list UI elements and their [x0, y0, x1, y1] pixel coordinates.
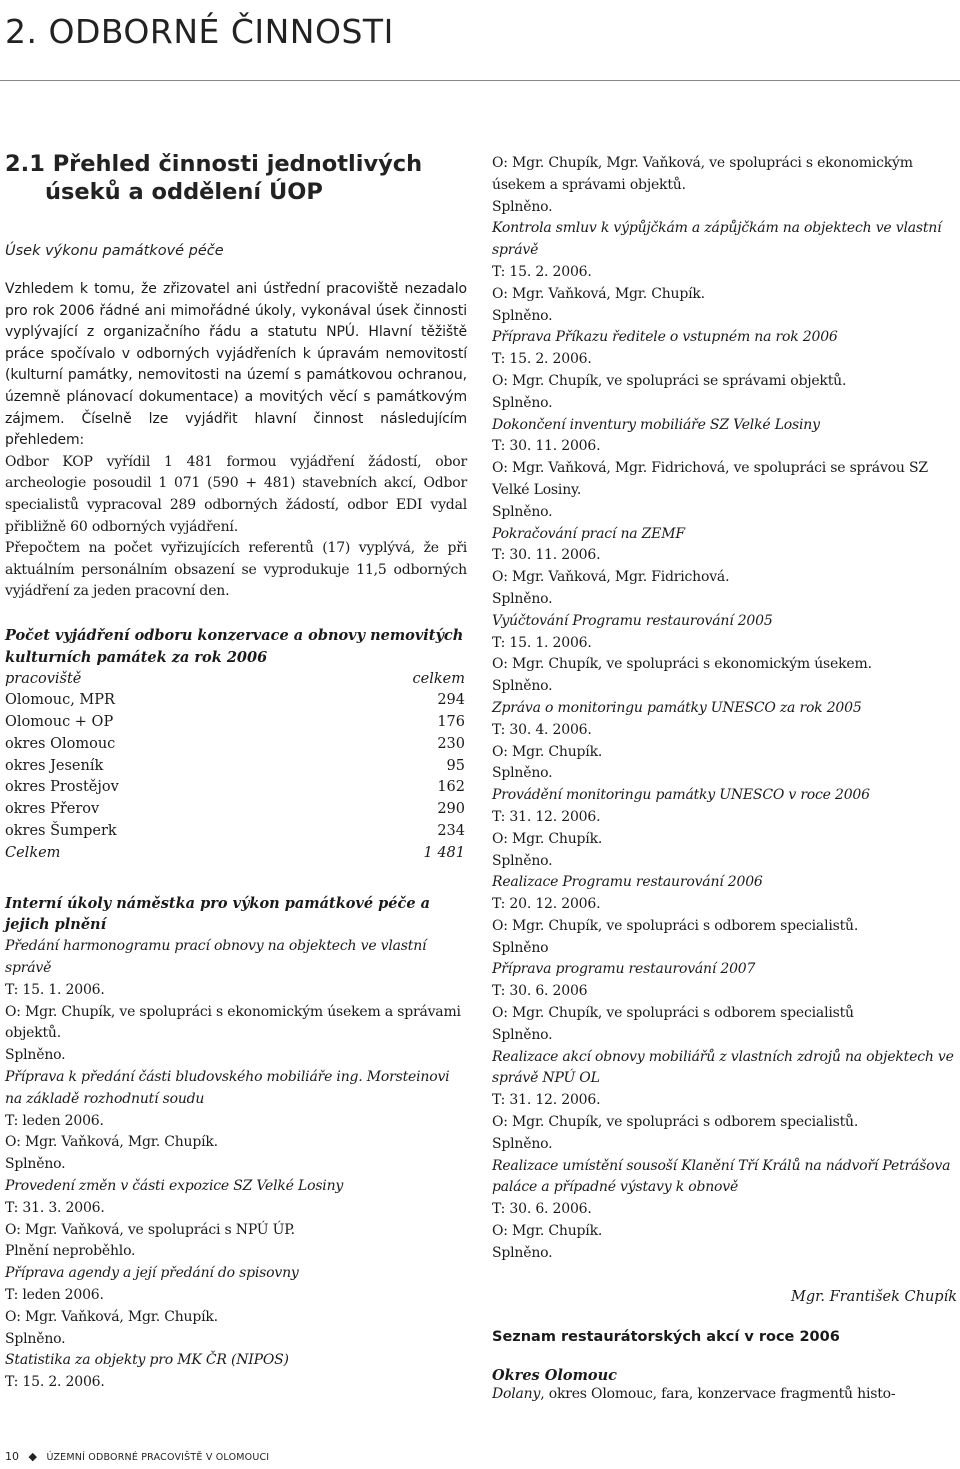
task-title: Pokračování prací na ZEMF	[492, 525, 685, 542]
task-detail: Splněno.	[492, 1026, 553, 1043]
task-detail: T: 31. 3. 2006.	[5, 1199, 105, 1216]
table-cell-name: Olomouc + OP	[5, 714, 114, 731]
table-body	[5, 690, 467, 843]
right-column	[492, 153, 957, 1405]
task-detail: Splněno	[492, 939, 549, 956]
table-total-label: Celkem	[5, 844, 61, 861]
section-title	[5, 150, 467, 206]
task-detail: Splněno.	[492, 590, 553, 607]
task-detail: Splněno.	[492, 307, 553, 324]
task-detail: O: Mgr. Chupík, ve spolupráci s ekonomickým úsekem a správami objektů.	[5, 1003, 461, 1042]
task-title: Příprava k předání části bludovského mobiliáře ing. Morsteinovi na základě rozhodnutí soudu	[5, 1069, 450, 1107]
intro-serif-text-2: Přepočtem na počet vyřizujících referentů (17) vyplývá, že při aktuálním personálním obsazení se vyprodukuje 11,5 odborných vyjádření za jeden pracovní den.	[5, 540, 467, 600]
task-detail: O: Mgr. Chupík.	[492, 1223, 603, 1240]
task-detail: T: 30. 11. 2006.	[492, 438, 601, 455]
chapter-header	[0, 0, 960, 81]
table-row	[5, 712, 465, 734]
task-detail: T: 30. 4. 2006.	[492, 721, 592, 738]
task-detail: Splněno.	[492, 765, 553, 782]
intro-serif-text: Odbor KOP vyřídil 1 481 formou vyjádření žádostí, obor archeologie posoudil 1 071 (590 + 481) stavebních akcí, Odbor specialistů vypracoval 289 odborných žádostí, odbor EDI vydal přibližně 60 odborných vyjádření.	[5, 453, 467, 535]
tasks-left-list	[5, 936, 467, 1394]
section-title-line1: 2.1 Přehled činnosti jednotlivých	[5, 151, 423, 177]
task-detail: O: Mgr. Vaňková, Mgr. Chupík.	[492, 285, 705, 302]
task-detail: Plnění neproběhlo.	[5, 1243, 136, 1260]
task-detail: T: 15. 1. 2006.	[492, 634, 592, 651]
left-column	[5, 150, 467, 1394]
table-row	[5, 734, 465, 756]
chapter-title: 2. ODBORNÉ ČINNOSTI	[5, 12, 394, 51]
register-subtitle: Okres Olomouc	[492, 1366, 617, 1384]
section-subtitle: Úsek výkonu památkové péče	[5, 243, 224, 259]
table-row	[5, 777, 465, 799]
task-detail: T: leden 2006.	[5, 1287, 104, 1304]
task-title: Realizace Programu restaurování 2006	[492, 874, 763, 891]
table-cell-value: 290	[437, 801, 465, 818]
task-title: Předání harmonogramu prací obnovy na objektech ve vlastní správě	[5, 938, 427, 977]
task-detail: T: 15. 2. 2006.	[492, 351, 592, 368]
signature: Mgr. František Chupík	[790, 1288, 957, 1305]
table-cell-value: 176	[437, 714, 465, 731]
table-row	[5, 756, 465, 778]
task-detail: O: Mgr. Chupík, ve spolupráci s odborem specialistů.	[492, 1114, 859, 1131]
task-detail: O: Mgr. Chupík, ve spolupráci s odborem specialistů.	[492, 917, 859, 934]
task-detail: O: Mgr. Vaňková, Mgr. Chupík.	[5, 1134, 218, 1151]
task-detail: O: Mgr. Vaňková, Mgr. Chupík.	[5, 1308, 218, 1325]
task-detail: O: Mgr. Chupík, ve spolupráci se správami objektů.	[492, 372, 847, 389]
task-detail: T: 15. 1. 2006.	[5, 981, 105, 998]
task-detail: Splněno.	[5, 1156, 66, 1173]
task-detail: T: 30. 6. 2006	[492, 983, 588, 1000]
task-title: Zpráva o monitoringu památky UNESCO za rok 2005	[492, 699, 862, 716]
task-detail: Splněno.	[492, 852, 553, 869]
task-detail: T: 31. 12. 2006.	[492, 1092, 601, 1109]
task-detail: Splněno.	[492, 394, 553, 411]
table-row	[5, 799, 465, 821]
task-title: Vyúčtování Programu restaurování 2005	[492, 612, 773, 629]
task-detail: Splněno.	[492, 1135, 553, 1152]
page-footer	[5, 1450, 269, 1463]
task-title: Dokončení inventury mobiliáře SZ Velké Losiny	[492, 416, 820, 433]
tasks-right-list	[492, 153, 957, 1265]
task-detail: T: 30. 6. 2006.	[492, 1201, 592, 1218]
table-cell-name: okres Olomouc	[5, 735, 116, 752]
table-cell-value: 162	[437, 779, 465, 796]
register-item-text: , okres Olomouc, fara, konzervace fragmentů histo-	[540, 1385, 896, 1402]
task-detail: Splněno.	[5, 1330, 66, 1347]
task-title: Příprava agendy a její předání do spisovny	[5, 1265, 299, 1282]
table-total-row	[5, 843, 465, 865]
task-title: Provádění monitoringu památky UNESCO v roce 2006	[492, 787, 870, 804]
task-detail: Splněno.	[492, 1244, 553, 1261]
register-title: Seznam restaurátorských akcí v roce 2006	[492, 1328, 840, 1345]
task-detail: Splněno.	[5, 1047, 66, 1064]
table-cell-value: 234	[437, 823, 465, 840]
task-detail: O: Mgr. Vaňková, Mgr. Fidrichová.	[492, 569, 730, 586]
tasks-title: Interní úkoly náměstka pro výkon památkové péče a jejich plnění	[5, 894, 430, 934]
diamond-icon: ◆	[28, 1450, 37, 1463]
table-cell-value: 95	[446, 757, 465, 774]
register-item-place: Dolany	[492, 1385, 541, 1402]
table-cell-name: okres Prostějov	[5, 779, 119, 796]
task-detail: O: Mgr. Chupík, ve spolupráci s odborem specialistů	[492, 1005, 854, 1022]
task-title: Kontrola smluv k výpůjčkám a zápůjčkám na objektech ve vlastní správě	[492, 220, 942, 259]
table-col-left: pracoviště	[5, 670, 82, 687]
task-detail: O: Mgr. Chupík, ve spolupráci s ekonomickým úsekem.	[492, 656, 872, 673]
task-detail: O: Mgr. Vaňková, ve spolupráci s NPÚ ÚP.	[5, 1221, 295, 1238]
task-title: Příprava programu restaurování 2007	[492, 961, 756, 978]
task-detail: T: leden 2006.	[5, 1112, 104, 1129]
task-detail: T: 15. 2. 2006.	[5, 1374, 105, 1391]
table-row	[5, 690, 465, 712]
task-title: Provedení změn v části expozice SZ Velké Losiny	[5, 1178, 344, 1195]
table-cell-value: 294	[437, 692, 465, 709]
task-detail: O: Mgr. Vaňková, Mgr. Fidrichová, ve spolupráci se správou SZ Velké Losiny.	[492, 460, 928, 498]
section-title-line2: úseků a oddělení ÚOP	[45, 179, 323, 205]
task-detail: T: 30. 11. 2006.	[492, 547, 601, 564]
table-title: Počet vyjádření odboru konzervace a obnovy nemovitých kulturních památek za rok 2006	[5, 626, 464, 666]
task-detail: O: Mgr. Chupík, Mgr. Vaňková, ve spolupráci s ekonomickým úsekem a správami objektů.	[492, 155, 913, 193]
task-detail: T: 15. 2. 2006.	[492, 263, 592, 280]
task-detail: Splněno.	[492, 503, 553, 520]
footer-text: ÚZEMNÍ ODBORNÉ PRACOVIŠTĚ V OLOMOUCI	[46, 1452, 270, 1463]
register-first-item	[492, 1384, 957, 1406]
table-row	[5, 821, 465, 843]
task-detail: O: Mgr. Chupík.	[492, 830, 603, 847]
task-detail: T: 20. 12. 2006.	[492, 896, 601, 913]
table-cell-name: okres Přerov	[5, 801, 100, 818]
table-cell-value: 230	[437, 735, 465, 752]
table-cell-name: okres Jeseník	[5, 757, 104, 774]
task-title: Statistika za objekty pro MK ČR (NIPOS)	[5, 1352, 289, 1369]
task-title: Realizace akcí obnovy mobiliářů z vlastních zdrojů na objektech ve správě NPÚ OL	[492, 1048, 954, 1087]
task-detail: O: Mgr. Chupík.	[492, 743, 603, 760]
table-cell-name: Olomouc, MPR	[5, 692, 115, 709]
table-col-right: celkem	[412, 670, 465, 687]
task-title: Příprava Příkazu ředitele o vstupném na rok 2006	[492, 329, 838, 346]
intro-sans-text: Vzhledem k tomu, že zřizovatel ani ústřední pracoviště nezadalo pro rok 2006 řádné ani mimořádné úkoly, vykonával úsek činnosti vyplývající z organizačního řádu a statutu NPÚ. Hlavní těžiště práce spočívalo v odborných vyjádřeních k úpravám nemovitostí (kulturní památky, nemovitosti na území s památkovou ochranou, územně plánovací dokumentace) a movitých věcí s památkovým zájmem. Číselně lze vyjádřit hlavní činnost následujícím přehledem:	[5, 281, 467, 449]
page-number: 10	[5, 1450, 19, 1463]
task-detail: T: 31. 12. 2006.	[492, 808, 601, 825]
intro-paragraph	[5, 279, 467, 452]
table-total-value: 1 481	[423, 844, 465, 861]
table-cell-name: okres Šumperk	[5, 823, 117, 840]
task-title: Realizace umístění sousoší Klanění Tří Králů na nádvoří Petrášova paláce a případné výstavy k obnově	[492, 1157, 951, 1196]
table-header	[5, 669, 465, 691]
task-detail: Splněno.	[492, 678, 553, 695]
task-detail: Splněno.	[492, 198, 553, 215]
